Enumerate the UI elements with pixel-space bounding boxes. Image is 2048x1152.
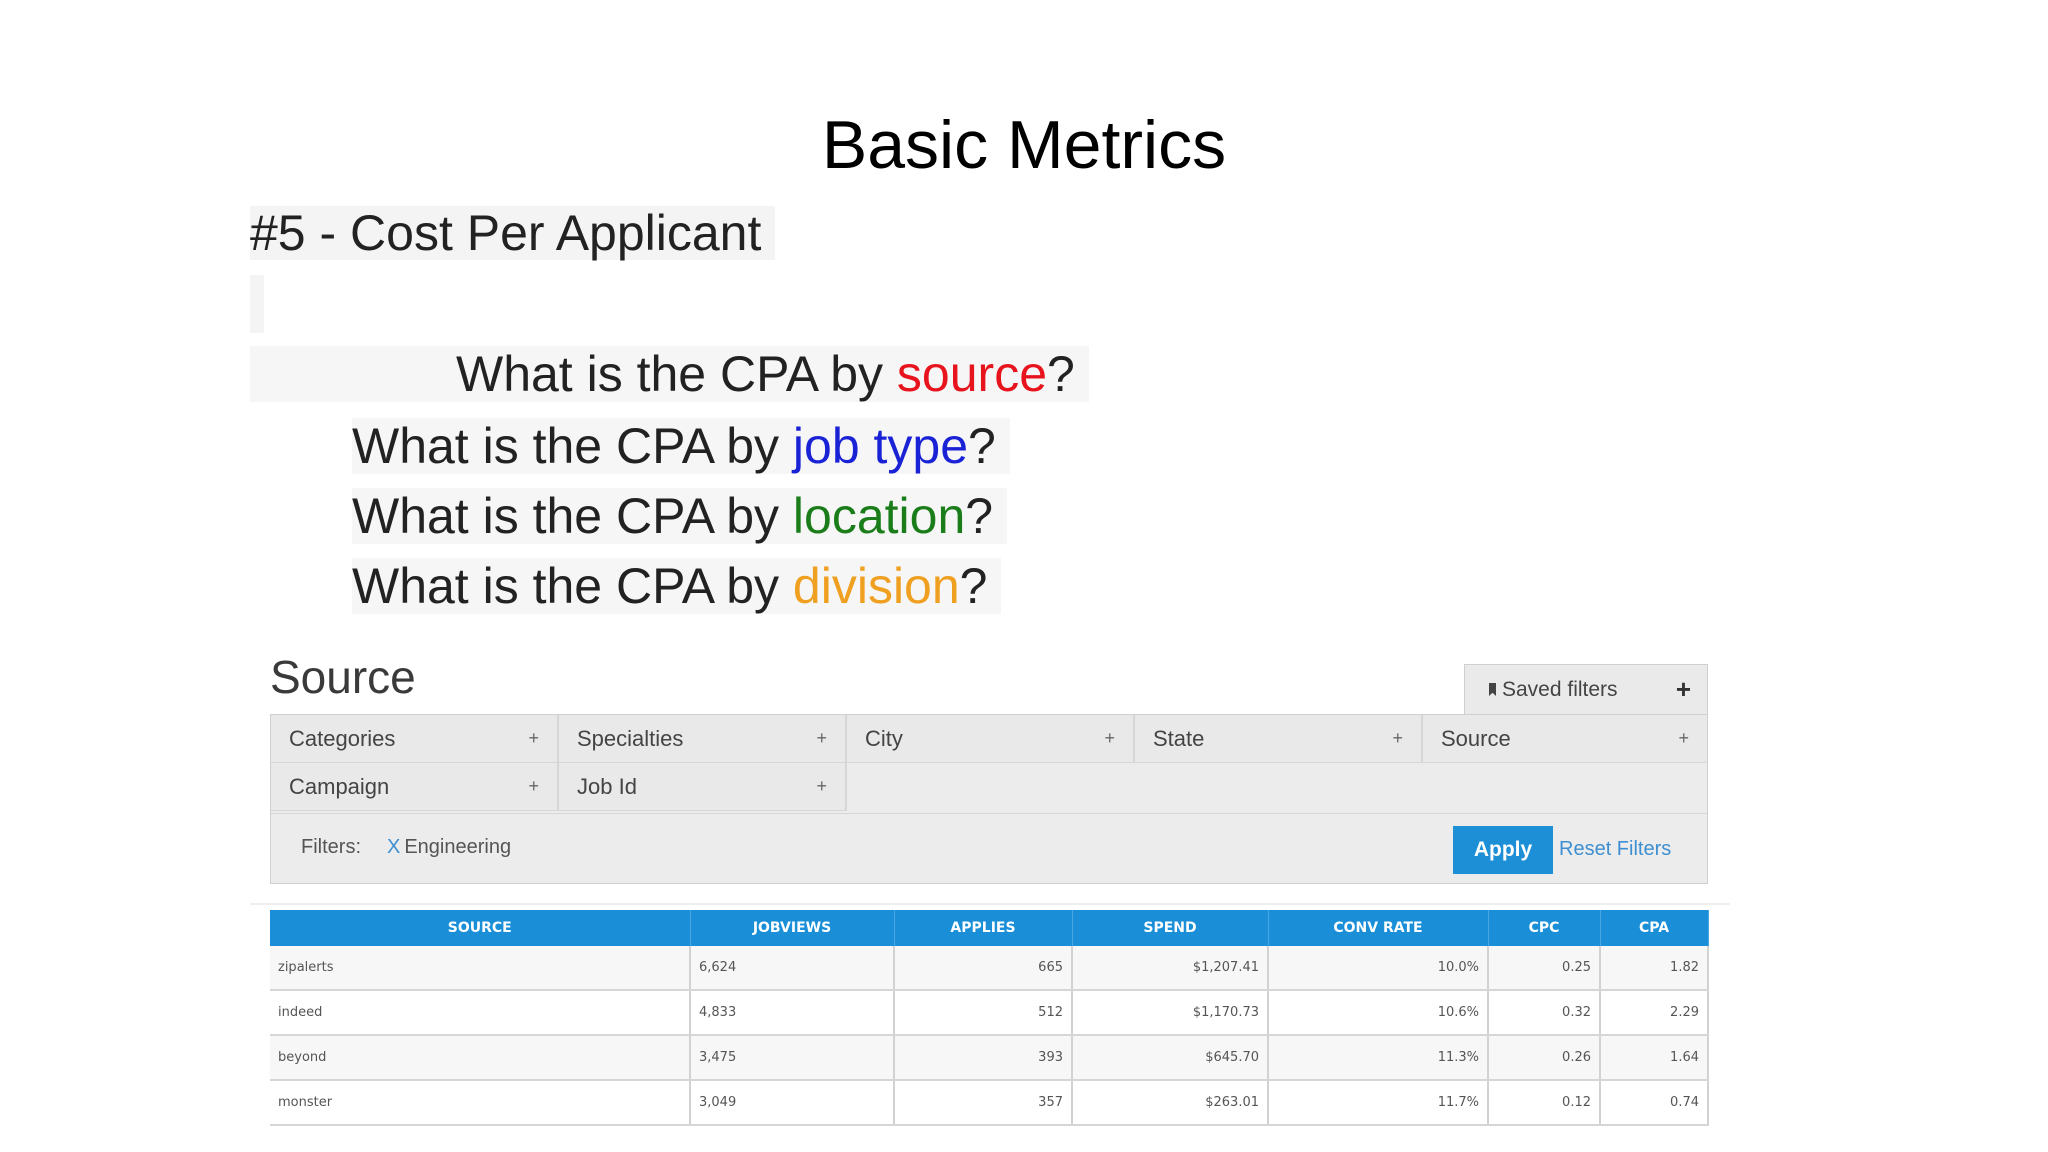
reset-filters-link[interactable]: Reset Filters (1559, 838, 1672, 860)
cell-spend: $263.01 (1072, 1080, 1268, 1125)
filter-label: Categories (289, 725, 396, 751)
table-row (270, 990, 1708, 1035)
question-highlight: job type (792, 418, 969, 474)
cell-jobviews: 3,475 (690, 1035, 894, 1080)
divider (250, 903, 1730, 905)
table-row (270, 946, 1708, 990)
filter-state[interactable] (1135, 715, 1423, 763)
saved-filters-label: Saved filters (1502, 677, 1618, 701)
dashboard-screenshot (250, 640, 1730, 1140)
cell-cpa: 1.82 (1600, 946, 1708, 990)
cell-applies: 512 (894, 990, 1072, 1035)
question-suffix: ? (959, 558, 988, 614)
cell-conv-rate: 10.6% (1268, 990, 1488, 1035)
column-header[interactable]: APPLIES (894, 910, 1072, 946)
empty-text-line (250, 275, 264, 333)
add-icon: + (1675, 674, 1691, 704)
filter-label: Campaign (289, 773, 390, 799)
cell-applies: 393 (894, 1035, 1072, 1080)
column-header[interactable]: CPA (1600, 910, 1708, 946)
cell-spend: $645.70 (1072, 1035, 1268, 1080)
question-highlight: location (792, 488, 966, 544)
table-row (270, 1080, 1708, 1125)
question-division (352, 558, 1001, 614)
bookmark-icon (1489, 683, 1496, 696)
cell-cpa: 2.29 (1600, 990, 1708, 1035)
cell-spend: $1,207.41 (1072, 946, 1268, 990)
slide-title: Basic Metrics (821, 107, 1227, 183)
filter-panel (270, 714, 1708, 884)
question-prefix: What is the CPA by (352, 418, 793, 474)
filter-job-id[interactable] (559, 763, 847, 811)
column-header[interactable]: JOBVIEWS (690, 910, 894, 946)
cell-cpa: 0.74 (1600, 1080, 1708, 1125)
filter-label: Job Id (577, 773, 637, 799)
question-highlight: division (792, 558, 960, 614)
filter-label: City (865, 725, 903, 751)
plus-icon: + (1104, 728, 1115, 748)
question-suffix: ? (1047, 346, 1075, 402)
question-job-type (352, 418, 1010, 474)
bottom-fade (250, 1130, 1730, 1150)
cell-cpc: 0.25 (1488, 946, 1600, 990)
plus-icon: + (1678, 728, 1689, 748)
filter-campaign[interactable] (271, 763, 559, 811)
question-highlight: source (896, 346, 1047, 402)
filter-source[interactable] (1423, 715, 1707, 763)
filter-chip-engineering[interactable] (387, 836, 511, 859)
cell-source: zipalerts (270, 946, 690, 990)
filter-specialties[interactable] (559, 715, 847, 763)
saved-filters-button[interactable] (1464, 664, 1708, 714)
cell-applies: 665 (894, 946, 1072, 990)
apply-button[interactable]: Apply (1453, 826, 1553, 874)
plus-icon: + (1392, 728, 1403, 748)
question-location (352, 488, 1007, 544)
cell-jobviews: 6,624 (690, 946, 894, 990)
filter-chip-label: Engineering (404, 836, 512, 858)
question-prefix: What is the CPA by (456, 346, 897, 402)
cell-source: monster (270, 1080, 690, 1125)
plus-icon: + (528, 728, 539, 748)
column-header[interactable]: SPEND (1072, 910, 1268, 946)
cell-source: beyond (270, 1035, 690, 1080)
filter-categories[interactable] (271, 715, 559, 763)
source-metrics-table (270, 910, 1709, 1126)
cell-cpc: 0.26 (1488, 1035, 1600, 1080)
question-suffix: ? (968, 418, 996, 474)
table-header-row (270, 910, 1708, 946)
column-header[interactable]: CPC (1488, 910, 1600, 946)
filter-city[interactable] (847, 715, 1135, 763)
question-source (250, 346, 1089, 402)
question-prefix: What is the CPA by (352, 558, 793, 614)
question-prefix: What is the CPA by (352, 488, 793, 544)
cell-jobviews: 3,049 (690, 1080, 894, 1125)
dashboard-heading: Source (270, 651, 416, 703)
cell-source: indeed (270, 990, 690, 1035)
cell-cpc: 0.32 (1488, 990, 1600, 1035)
cell-applies: 357 (894, 1080, 1072, 1125)
plus-icon: + (816, 776, 827, 796)
cell-spend: $1,170.73 (1072, 990, 1268, 1035)
question-suffix: ? (965, 488, 994, 544)
cell-conv-rate: 11.7% (1268, 1080, 1488, 1125)
remove-filter-icon[interactable]: X (387, 836, 401, 858)
slide-subtitle: #5 - Cost Per Applicant (250, 206, 775, 260)
filter-label: Source (1441, 725, 1511, 751)
cell-jobviews: 4,833 (690, 990, 894, 1035)
active-filters-row (271, 813, 1707, 884)
plus-icon: + (816, 728, 827, 748)
cell-conv-rate: 11.3% (1268, 1035, 1488, 1080)
column-header[interactable]: SOURCE (270, 910, 690, 946)
plus-icon: + (528, 776, 539, 796)
filters-label: Filters: (301, 836, 361, 858)
cell-conv-rate: 10.0% (1268, 946, 1488, 990)
filter-label: Specialties (577, 725, 684, 751)
column-header[interactable]: CONV RATE (1268, 910, 1488, 946)
cell-cpc: 0.12 (1488, 1080, 1600, 1125)
cell-cpa: 1.64 (1600, 1035, 1708, 1080)
table-row (270, 1035, 1708, 1080)
filter-label: State (1153, 725, 1205, 751)
